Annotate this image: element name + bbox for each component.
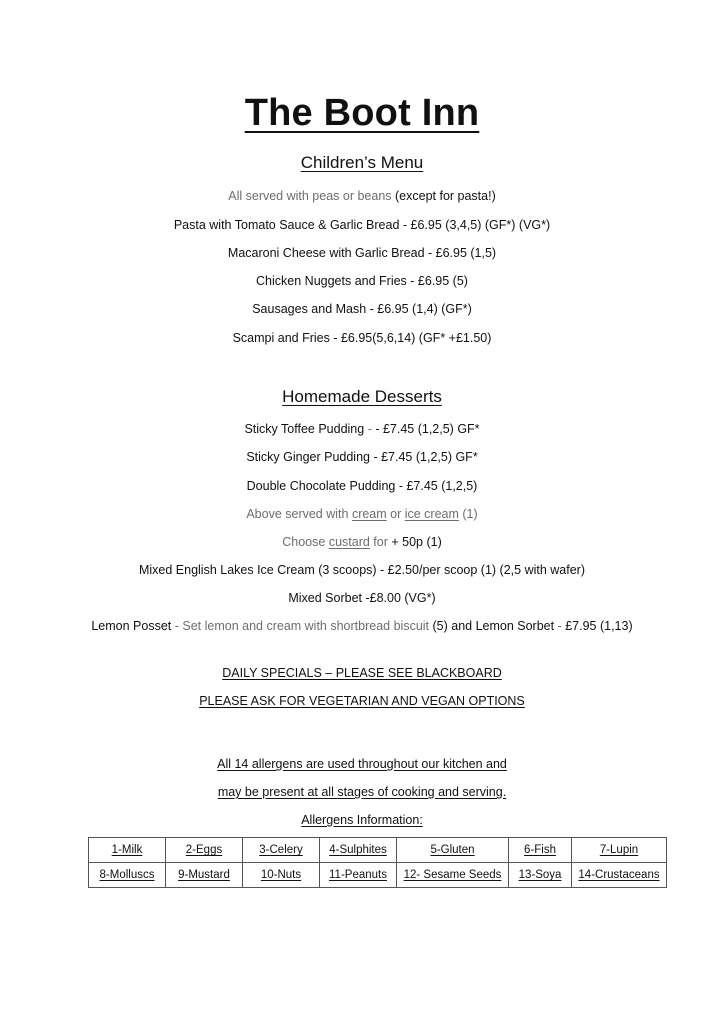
- allergen-label: 9-Mustard: [178, 869, 230, 881]
- childrens-menu-heading: Children’s Menu: [300, 153, 424, 172]
- vegetarian-vegan-notice: PLEASE ASK FOR VEGETARIAN AND VEGAN OPTIONS: [199, 694, 525, 708]
- served-with-note: [0, 506, 724, 522]
- ice-cream-price: - £2.50/per scoop (1) (2,5 with wafer): [376, 563, 586, 577]
- childrens-item: Sausages and Mash - £6.95 (1,4) (GF*): [252, 302, 472, 316]
- posset-price: £7.95 (1,13): [565, 619, 633, 633]
- served-with-allergen: (1): [458, 507, 478, 521]
- allergen-cell: [89, 838, 166, 863]
- daily-specials-notice: DAILY SPECIALS – PLEASE SEE BLACKBOARD: [222, 666, 502, 680]
- allergen-label: 14-Crustaceans: [578, 869, 660, 881]
- childrens-item: Pasta with Tomato Sauce & Garlic Bread - £6.95 (3,4,5) (GF*) (VG*): [173, 218, 551, 232]
- desserts-heading: Homemade Desserts: [282, 387, 442, 406]
- allergen-label: 4-Sulphites: [329, 844, 387, 856]
- custard-price: + 50p (1): [391, 535, 442, 549]
- allergen-label: 7-Lupin: [599, 844, 639, 856]
- ice-cream-name: Mixed English Lakes Ice Cream (3 scoops): [138, 563, 377, 577]
- ice-cream-item: [0, 562, 724, 578]
- allergen-cell: [89, 863, 166, 888]
- allergen-cell: [397, 863, 509, 888]
- allergen-label: 10-Nuts: [260, 869, 302, 881]
- sorbet-item: Mixed Sorbet -£8.00 (VG*): [288, 591, 436, 605]
- page-title: The Boot Inn: [244, 92, 480, 134]
- allergen-warning-line-2: may be present at all stages of cooking and serving.: [217, 785, 507, 799]
- allergen-cell: [509, 838, 572, 863]
- table-row: [89, 863, 667, 888]
- allergen-label: 12- Sesame Seeds: [403, 869, 502, 881]
- allergen-cell: [320, 838, 397, 863]
- allergen-cell: [166, 838, 243, 863]
- allergen-warning-line-1: All 14 allergens are used throughout our kitchen and: [217, 757, 507, 771]
- allergen-cell: [320, 863, 397, 888]
- allergen-label: 8-Molluscs: [99, 869, 155, 881]
- served-with-ice-cream: ice cream: [404, 507, 459, 521]
- custard-a: Choose: [282, 535, 329, 549]
- dessert-name: Sticky Ginger Pudding: [246, 450, 370, 464]
- allergen-cell: [243, 838, 320, 863]
- posset-name: Lemon Posset: [91, 619, 172, 633]
- childrens-item: Chicken Nuggets and Fries - £6.95 (5): [256, 274, 468, 288]
- allergen-label: 3-Celery: [259, 844, 303, 856]
- allergen-label: 11-Peanuts: [329, 869, 387, 881]
- childrens-item: Scampi and Fries - £6.95(5,6,14) (GF* +£1.50): [232, 331, 492, 345]
- dessert-item: [0, 449, 724, 465]
- served-with-or: or: [386, 507, 405, 521]
- allergens-table: [88, 837, 667, 888]
- allergen-cell: [166, 863, 243, 888]
- allergen-label: 2-Eggs: [185, 844, 223, 856]
- childrens-served-note: [0, 188, 724, 204]
- dessert-item: [0, 421, 724, 437]
- allergen-label: 5-Gluten: [430, 844, 475, 856]
- custard-note: [0, 534, 724, 550]
- dessert-price: - £7.45 (1,2,5) GF*: [370, 450, 478, 464]
- allergens-heading: Allergens Information:: [301, 813, 423, 827]
- dessert-price: - £7.45 (1,2,5) GF*: [371, 422, 480, 436]
- served-note-part-a: All served with peas or beans: [228, 189, 392, 203]
- dessert-name: Double Chocolate Pudding: [246, 479, 396, 493]
- childrens-item: Macaroni Cheese with Garlic Bread - £6.95 (1,5): [227, 246, 497, 260]
- allergen-cell: [397, 838, 509, 863]
- allergen-label: 13-Soya: [518, 869, 562, 881]
- dessert-item: [0, 478, 724, 494]
- posset-desc: - Set lemon and cream with shortbread biscuit: [171, 619, 433, 633]
- posset-sep: -: [554, 619, 566, 633]
- lemon-posset-item: [90, 617, 634, 635]
- dessert-name: Sticky Toffee Pudding: [244, 422, 365, 436]
- dessert-sep: -: [364, 422, 372, 436]
- table-row: [89, 838, 667, 863]
- served-with-a: Above served with: [246, 507, 352, 521]
- allergen-label: 6-Fish: [524, 844, 556, 856]
- dessert-price: - £7.45 (1,2,5): [395, 479, 478, 493]
- allergen-cell: [572, 838, 667, 863]
- allergen-cell: [243, 863, 320, 888]
- allergen-cell: [509, 863, 572, 888]
- allergen-cell: [572, 863, 667, 888]
- served-with-cream: cream: [351, 507, 387, 521]
- posset-sorbet: (5) and Lemon Sorbet: [432, 619, 555, 633]
- served-note-part-b: (except for pasta!): [391, 189, 496, 203]
- allergen-label: 1-Milk: [111, 844, 143, 856]
- custard-word: custard: [328, 535, 370, 549]
- custard-for: for: [369, 535, 392, 549]
